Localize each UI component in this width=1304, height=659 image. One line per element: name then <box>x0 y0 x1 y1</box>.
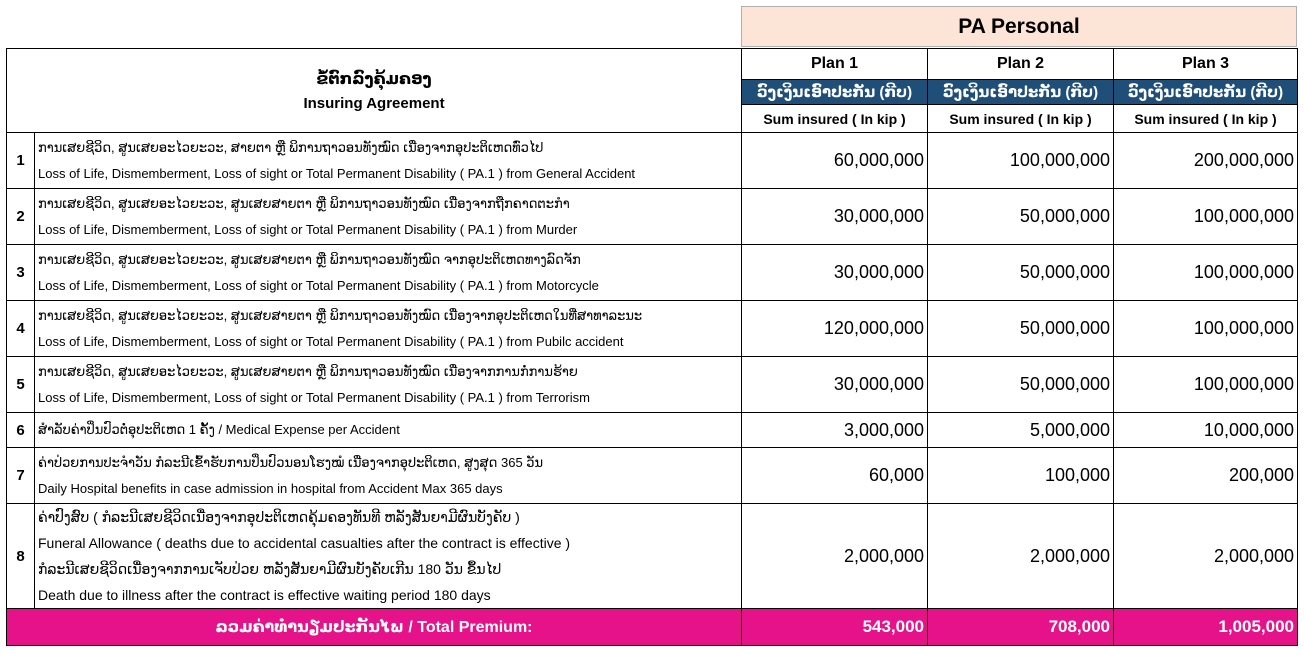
description-line: ກໍລະນີເສຍຊີວິດເນື່ອງຈາກການເຈັບປ່ວຍ ຫລັງສັນຍາມີຜົນບັງຄັບເກີນ 180 ວັນ ຂຶ້ນໄປ <box>38 561 502 577</box>
description-line: ການເສຍຊີວິດ, ສູນເສຍອະໄວຍະວະ, ສູນເສຍສາຍຕາ ຫຼື ພິການຖາວອນທັງໝົດ ຈາກອຸປະຕິເຫດທາງລົດຈັກ <box>38 251 581 267</box>
coverage-table <box>6 48 1298 646</box>
plan-3-amount: 100,000,000 <box>1114 357 1298 413</box>
plan-2-lao-label: ວົງເງິນເອົາປະກັນ (ກີບ) <box>928 80 1114 105</box>
row-number: 8 <box>7 504 35 609</box>
plan-3-lao-label: ວົງເງິນເອົາປະກັນ (ກີບ) <box>1114 80 1298 105</box>
plan-3-amount: 100,000,000 <box>1114 245 1298 301</box>
plan-1-amount: 30,000,000 <box>742 245 928 301</box>
plan-3-amount: 100,000,000 <box>1114 301 1298 357</box>
plan-2-amount: 50,000,000 <box>928 189 1114 245</box>
description-line: Loss of Life, Dismemberment, Loss of sight or Total Permanent Disability ( PA.1 ) from General Accident <box>38 165 636 181</box>
row-number: 5 <box>7 357 35 413</box>
description-line: ການເສຍຊີວິດ, ສູນເສຍອະໄວຍະວະ, ສູນເສຍສາຍຕາ ຫຼື ພິການຖາວອນທັງໝົດ ເນື່ອງຈາກຖືກຄາດຕະກຳ <box>38 195 570 211</box>
table-row <box>7 504 1298 609</box>
description-line: ສຳລັບຄ່າປິ່ນປົວຕໍ່ອຸປະຕິເຫດ 1 ຄັ້ງ / Medical Expense per Accident <box>38 422 400 437</box>
description-line: ການເສຍຊີວິດ, ສູນເສຍອະໄວຍະວະ, ສູນເສຍສາຍຕາ ຫຼື ພິການຖາວອນທັງໝົດ ເນື່ອງຈາກອຸປະຕິເຫດໃນທີ່ສາທາລະນະ <box>38 307 643 323</box>
plan-3-amount: 200,000 <box>1114 448 1298 504</box>
plan-3-total-premium: 1,005,000 <box>1114 609 1298 646</box>
plan-1-total-premium: 543,000 <box>742 609 928 646</box>
coverage-description <box>35 133 742 189</box>
row-number: 1 <box>7 133 35 189</box>
plan-1-amount: 60,000,000 <box>742 133 928 189</box>
coverage-description <box>35 301 742 357</box>
pa-personal-header <box>741 6 1297 47</box>
plan-1-amount: 60,000 <box>742 448 928 504</box>
description-line: Funeral Allowance ( deaths due to accidental casualties after the contract is effective ) <box>38 535 571 551</box>
table-row <box>7 133 1298 189</box>
plan-2-amount: 50,000,000 <box>928 245 1114 301</box>
description-line: Daily Hospital benefits in case admission in hospital from Accident Max 365 days <box>38 480 503 496</box>
coverage-description <box>35 357 742 413</box>
plan-2-sum-insured-label: Sum insured ( In kip ) <box>928 105 1114 133</box>
coverage-description <box>35 448 742 504</box>
description-line: Loss of Life, Dismemberment, Loss of sight or Total Permanent Disability ( PA.1 ) from Pubilc accident <box>38 333 624 349</box>
description-line: ການເສຍຊີວິດ, ສູນເສຍອະໄວຍະວະ, ສາຍຕາ ຫຼື ພິການຖາວອນທັງໝົດ ເນື່ອງຈາກອຸປະຕິເຫດທົ່ວໄປ <box>38 139 544 155</box>
table-row <box>7 189 1298 245</box>
plan-1-amount: 30,000,000 <box>742 189 928 245</box>
table-row <box>7 413 1298 448</box>
table-row <box>7 245 1298 301</box>
plan-3-sum-insured-label: Sum insured ( In kip ) <box>1114 105 1298 133</box>
plan-1-amount: 120,000,000 <box>742 301 928 357</box>
insuring-agreement-label-lo: ຂໍ້ຕົກລົງຄຸ້ມຄອງ <box>316 71 432 88</box>
plan-3-amount: 10,000,000 <box>1114 413 1298 448</box>
insuring-agreement-label-en: Insuring Agreement <box>303 95 445 112</box>
total-premium-row <box>7 609 1298 646</box>
description-line: Loss of Life, Dismemberment, Loss of sight or Total Permanent Disability ( PA.1 ) from Murder <box>38 221 578 237</box>
description-line: ຄ່າປົງສົບ ( ກໍລະນີເສຍຊີວິດເນື່ອງຈາກອຸປະຕິເຫດຄຸ້ມຄອງທັນທີ ຫລັງສັນຍາມີຜົນບັງຄັບ ) <box>38 509 520 525</box>
coverage-description <box>35 413 742 448</box>
plan-2-total-premium: 708,000 <box>928 609 1114 646</box>
plan-1-amount: 30,000,000 <box>742 357 928 413</box>
description-line: Death due to illness after the contract is effective waiting period 180 days <box>38 587 491 603</box>
plan-2-amount: 100,000 <box>928 448 1114 504</box>
plan-3-amount: 2,000,000 <box>1114 504 1298 609</box>
plan-1-amount: 2,000,000 <box>742 504 928 609</box>
plan-1-name: Plan 1 <box>742 49 928 80</box>
coverage-description <box>35 245 742 301</box>
plan-2-name: Plan 2 <box>928 49 1114 80</box>
table-row <box>7 357 1298 413</box>
table-row <box>7 448 1298 504</box>
plan-3-name: Plan 3 <box>1114 49 1298 80</box>
description-line: Loss of Life, Dismemberment, Loss of sight or Total Permanent Disability ( PA.1 ) from Motorcycle <box>38 277 599 293</box>
row-number: 2 <box>7 189 35 245</box>
description-line: ຄ່າປ່ວຍການປະຈຳວັນ ກໍລະນີເຂົ້າຮັບການປິ່ນປົວນອນໂຮງໝໍ ເນື່ອງຈາກອຸປະຕິເຫດ, ສູງສຸດ 365 ວັນ <box>38 454 544 470</box>
table-row <box>7 301 1298 357</box>
pa-personal-title: PA Personal <box>958 14 1080 38</box>
row-number: 4 <box>7 301 35 357</box>
plan-3-amount: 100,000,000 <box>1114 189 1298 245</box>
plan-2-amount: 50,000,000 <box>928 357 1114 413</box>
row-number: 7 <box>7 448 35 504</box>
description-line: ການເສຍຊີວິດ, ສູນເສຍອະໄວຍະວະ, ສູນເສຍສາຍຕາ ຫຼື ພິການຖາວອນທັງໝົດ ເນື່ອງຈາກການກໍ່ການຮ້າຍ <box>38 363 578 379</box>
coverage-description <box>35 504 742 609</box>
total-premium-label: ລວມຄ່າທຳນຽມປະກັນໄພ / Total Premium: <box>7 609 742 646</box>
plan-3-amount: 200,000,000 <box>1114 133 1298 189</box>
plan-1-lao-label: ວົງເງິນເອົາປະກັນ (ກີບ) <box>742 80 928 105</box>
plan-1-sum-insured-label: Sum insured ( In kip ) <box>742 105 928 133</box>
row-number: 3 <box>7 245 35 301</box>
plan-2-amount: 2,000,000 <box>928 504 1114 609</box>
description-line: Loss of Life, Dismemberment, Loss of sight or Total Permanent Disability ( PA.1 ) from Terrorism <box>38 389 590 405</box>
coverage-description <box>35 189 742 245</box>
plan-2-amount: 100,000,000 <box>928 133 1114 189</box>
plan-2-amount: 50,000,000 <box>928 301 1114 357</box>
plan-2-amount: 5,000,000 <box>928 413 1114 448</box>
row-number: 6 <box>7 413 35 448</box>
plan-1-amount: 3,000,000 <box>742 413 928 448</box>
insuring-agreement-header <box>7 49 742 133</box>
